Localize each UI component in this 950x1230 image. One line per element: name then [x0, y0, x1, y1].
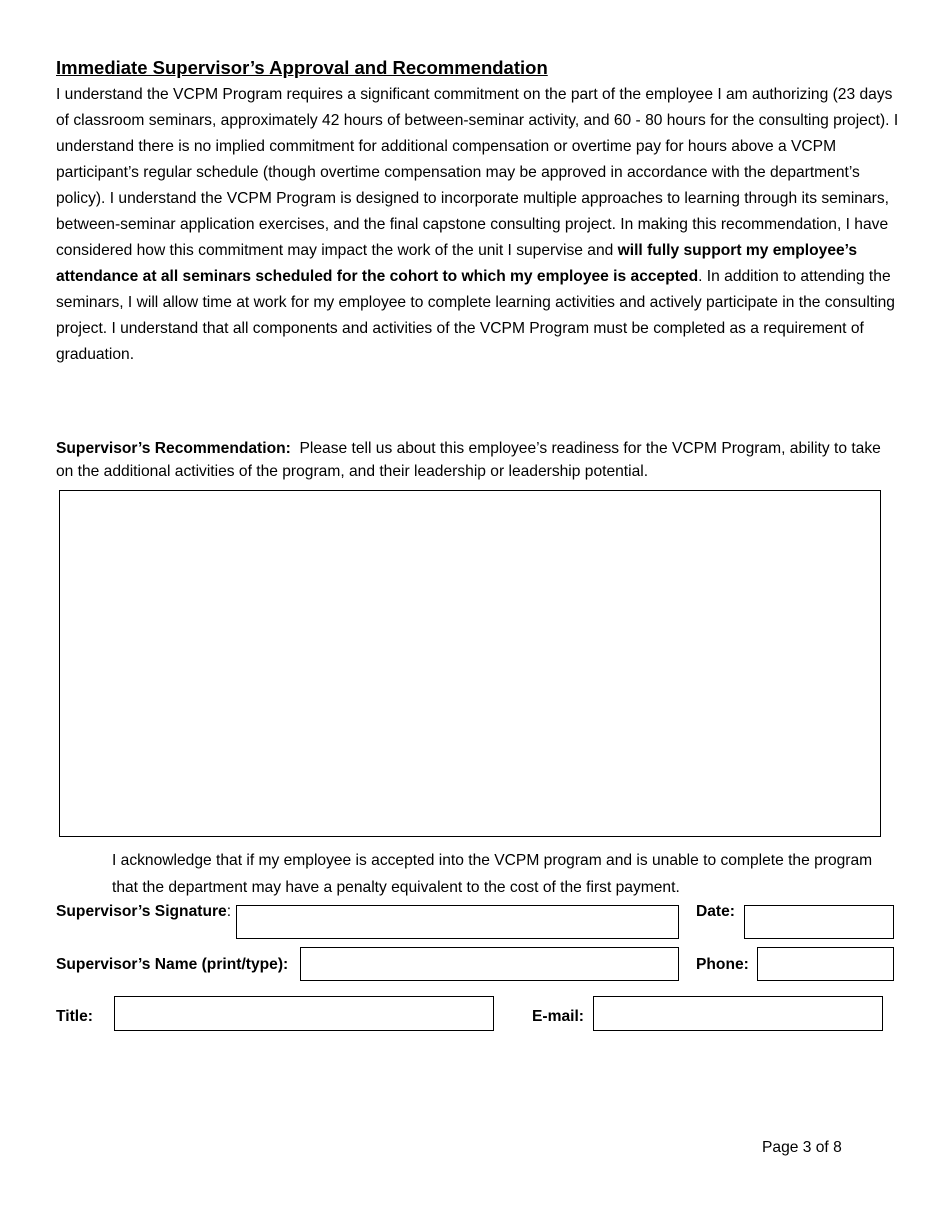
phone-label: Phone: [696, 956, 749, 973]
signature-field[interactable] [236, 905, 679, 939]
date-field[interactable] [744, 905, 894, 939]
name-field[interactable] [300, 947, 679, 981]
recommendation-prompt-text: Please tell us about this employee’s readiness for the VCPM Program, ability to take on the additional activities of the program, and their leadership or leadership potential. [56, 440, 881, 480]
page-number: Page 3 of 8 [762, 1139, 842, 1156]
recommendation-textarea[interactable] [59, 490, 881, 837]
title-label: Title: [56, 1008, 93, 1025]
email-field[interactable] [593, 996, 883, 1031]
paragraph-bold-commitment: will fully support my employee’s attendance at all seminars scheduled for the cohort to which my employee is accepted [56, 242, 858, 285]
paragraph-text-1: I understand the VCPM Program requires a significant commitment on the part of the employee I am authorizing (23 days of classroom seminars, approximately 42 hours of between-seminar activity, and 60 - 80 hours for the consulting project). I understand there is no implied commitment for additional compensation or overtime pay for hours above a VCPM participant’s regular schedule (though overtime compensation may be approved in accordance with the department’s policy). I understand the VCPM Program is designed to incorporate multiple approaches to learning through its seminars, between-seminar application exercises, and the final capstone consulting project. In making this recommendation, I have considered how this commitment may impact the work of the unit I supervise and [56, 86, 899, 259]
signature-label: Supervisor’s Signature: [56, 903, 232, 920]
title-field[interactable] [114, 996, 494, 1031]
phone-field[interactable] [757, 947, 894, 981]
section-title: Immediate Supervisor’s Approval and Recommendation [56, 57, 548, 78]
recommendation-label: Supervisor’s Recommendation: [56, 440, 291, 457]
name-label: Supervisor’s Name (print/type): [56, 956, 289, 973]
email-label: E-mail: [532, 1008, 584, 1025]
paragraph-text-2: . In addition to attending the seminars, I will allow time at work for my employee to complete learning activities and actively participate in the consulting project. I understand that all components and activities of the VCPM Program must be completed as a requirement of graduation. [56, 268, 895, 363]
recommendation-prompt [56, 437, 901, 483]
commitment-paragraph [56, 82, 901, 368]
acknowledgement-text: I acknowledge that if my employee is accepted into the VCPM program and is unable to complete the program that the department may have a penalty equivalent to the cost of the first payment. [112, 852, 873, 896]
date-label: Date: [696, 903, 735, 920]
